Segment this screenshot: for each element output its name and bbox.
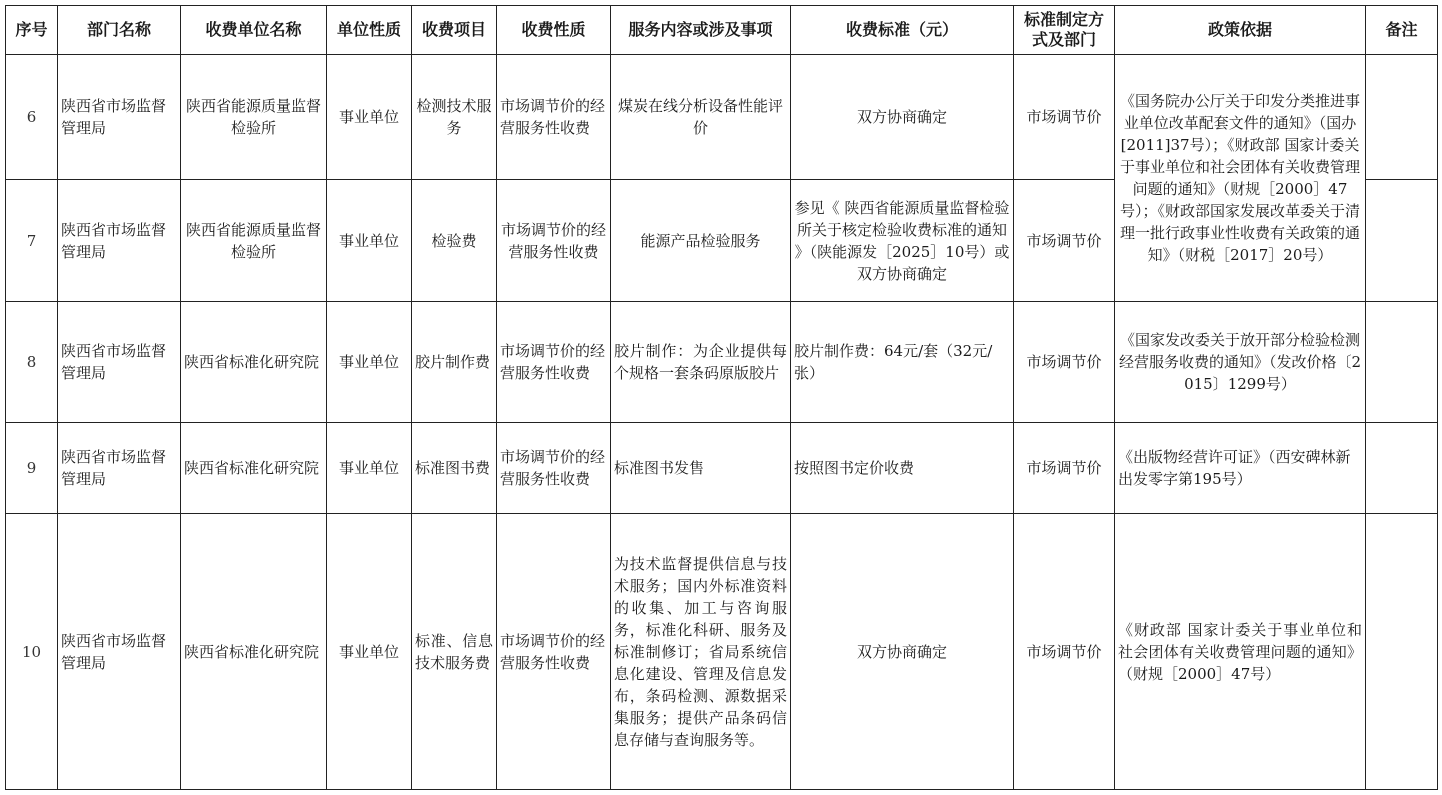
cell-service: 为技术监督提供信息与技术服务；国内外标准资料的收集、加工与咨询服务，标准化科研、服务及标准制修订；省局系统信息化建设、管理及信息发布，条码检测、源数据采集服务；提供产品条码信息存储与查询服务等。 [611, 514, 791, 790]
cell-seq: 8 [6, 302, 58, 423]
cell-fee-nature: 市场调节价的经营服务性收费 [497, 423, 611, 514]
cell-policy: 《国家发改委关于放开部分检验检测经营服务收费的通知》（发改价格〔2015〕1299号） [1115, 302, 1366, 423]
cell-standard: 按照图书定价收费 [791, 423, 1014, 514]
cell-item: 标准图书费 [412, 423, 497, 514]
cell-dept: 陕西省市场监督管理局 [58, 55, 181, 180]
cell-service: 煤炭在线分析设备性能评价 [611, 55, 791, 180]
cell-fee-nature: 市场调节价的经营服务性收费 [497, 55, 611, 180]
cell-service: 胶片制作：为企业提供每个规格一套条码原版胶片 [611, 302, 791, 423]
fee-table [5, 5, 1438, 790]
cell-seq: 7 [6, 180, 58, 302]
cell-item: 标准、信息技术服务费 [412, 514, 497, 790]
cell-standard: 参见《 陕西省能源质量监督检验所关于核定检验收费标准的通知 》（陕能源发［2025］10号）或双方协商确定 [791, 180, 1014, 302]
cell-unit: 陕西省标准化研究院 [181, 514, 327, 790]
cell-method: 市场调节价 [1014, 514, 1115, 790]
cell-item: 检验费 [412, 180, 497, 302]
cell-dept: 陕西省市场监督管理局 [58, 180, 181, 302]
cell-standard: 双方协商确定 [791, 55, 1014, 180]
cell-fee-nature: 市场调节价的经营服务性收费 [497, 514, 611, 790]
cell-nature: 事业单位 [327, 55, 412, 180]
col-header-standard: 收费标准（元） [791, 6, 1014, 55]
cell-method: 市场调节价 [1014, 423, 1115, 514]
cell-item: 胶片制作费 [412, 302, 497, 423]
cell-note [1366, 180, 1438, 302]
col-header-item: 收费项目 [412, 6, 497, 55]
cell-unit: 陕西省能源质量监督检验所 [181, 180, 327, 302]
cell-nature: 事业单位 [327, 423, 412, 514]
cell-unit: 陕西省标准化研究院 [181, 423, 327, 514]
cell-fee-nature: 市场调节价的经营服务性收费 [497, 302, 611, 423]
cell-service: 能源产品检验服务 [611, 180, 791, 302]
cell-standard: 胶片制作费：64元/套（32元/张） [791, 302, 1014, 423]
cell-item: 检测技术服务 [412, 55, 497, 180]
cell-note [1366, 514, 1438, 790]
cell-policy: 《财政部 国家计委关于事业单位和社会团体有关收费管理问题的通知》（财规［2000］47号） [1115, 514, 1366, 790]
table-row [6, 302, 1438, 423]
cell-dept: 陕西省市场监督管理局 [58, 302, 181, 423]
cell-policy: 《出版物经营许可证》（西安碑林新出发零字第195号） [1115, 423, 1366, 514]
col-header-seq: 序号 [6, 6, 58, 55]
cell-seq: 9 [6, 423, 58, 514]
col-header-policy: 政策依据 [1115, 6, 1366, 55]
cell-seq: 10 [6, 514, 58, 790]
cell-seq: 6 [6, 55, 58, 180]
cell-method: 市场调节价 [1014, 302, 1115, 423]
header-row [6, 6, 1438, 55]
cell-note [1366, 423, 1438, 514]
cell-fee-nature: 市场调节价的经营服务性收费 [497, 180, 611, 302]
cell-nature: 事业单位 [327, 302, 412, 423]
col-header-nature: 单位性质 [327, 6, 412, 55]
cell-nature: 事业单位 [327, 514, 412, 790]
col-header-note: 备注 [1366, 6, 1438, 55]
col-header-service: 服务内容或涉及事项 [611, 6, 791, 55]
cell-dept: 陕西省市场监督管理局 [58, 423, 181, 514]
col-header-method: 标准制定方式及部门 [1014, 6, 1115, 55]
cell-method: 市场调节价 [1014, 55, 1115, 180]
cell-dept: 陕西省市场监督管理局 [58, 514, 181, 790]
cell-nature: 事业单位 [327, 180, 412, 302]
cell-note [1366, 55, 1438, 180]
col-header-fee-nature: 收费性质 [497, 6, 611, 55]
col-header-dept: 部门名称 [58, 6, 181, 55]
col-header-unit: 收费单位名称 [181, 6, 327, 55]
table-row [6, 423, 1438, 514]
cell-unit: 陕西省标准化研究院 [181, 302, 327, 423]
cell-unit: 陕西省能源质量监督检验所 [181, 55, 327, 180]
cell-note [1366, 302, 1438, 423]
cell-method: 市场调节价 [1014, 180, 1115, 302]
cell-standard: 双方协商确定 [791, 514, 1014, 790]
table-row [6, 514, 1438, 790]
cell-policy: 《国务院办公厅关于印发分类推进事业单位改革配套文件的通知》（国办[2011]37号）；《财政部 国家计委关于事业单位和社会团体有关收费管理问题的通知》（财规［2000］47号）；《财政部国家发展改革委关于清理一批行政事业性收费有关政策的通知》（财税［2017］20号） [1115, 55, 1366, 302]
table-row [6, 55, 1438, 180]
cell-service: 标准图书发售 [611, 423, 791, 514]
